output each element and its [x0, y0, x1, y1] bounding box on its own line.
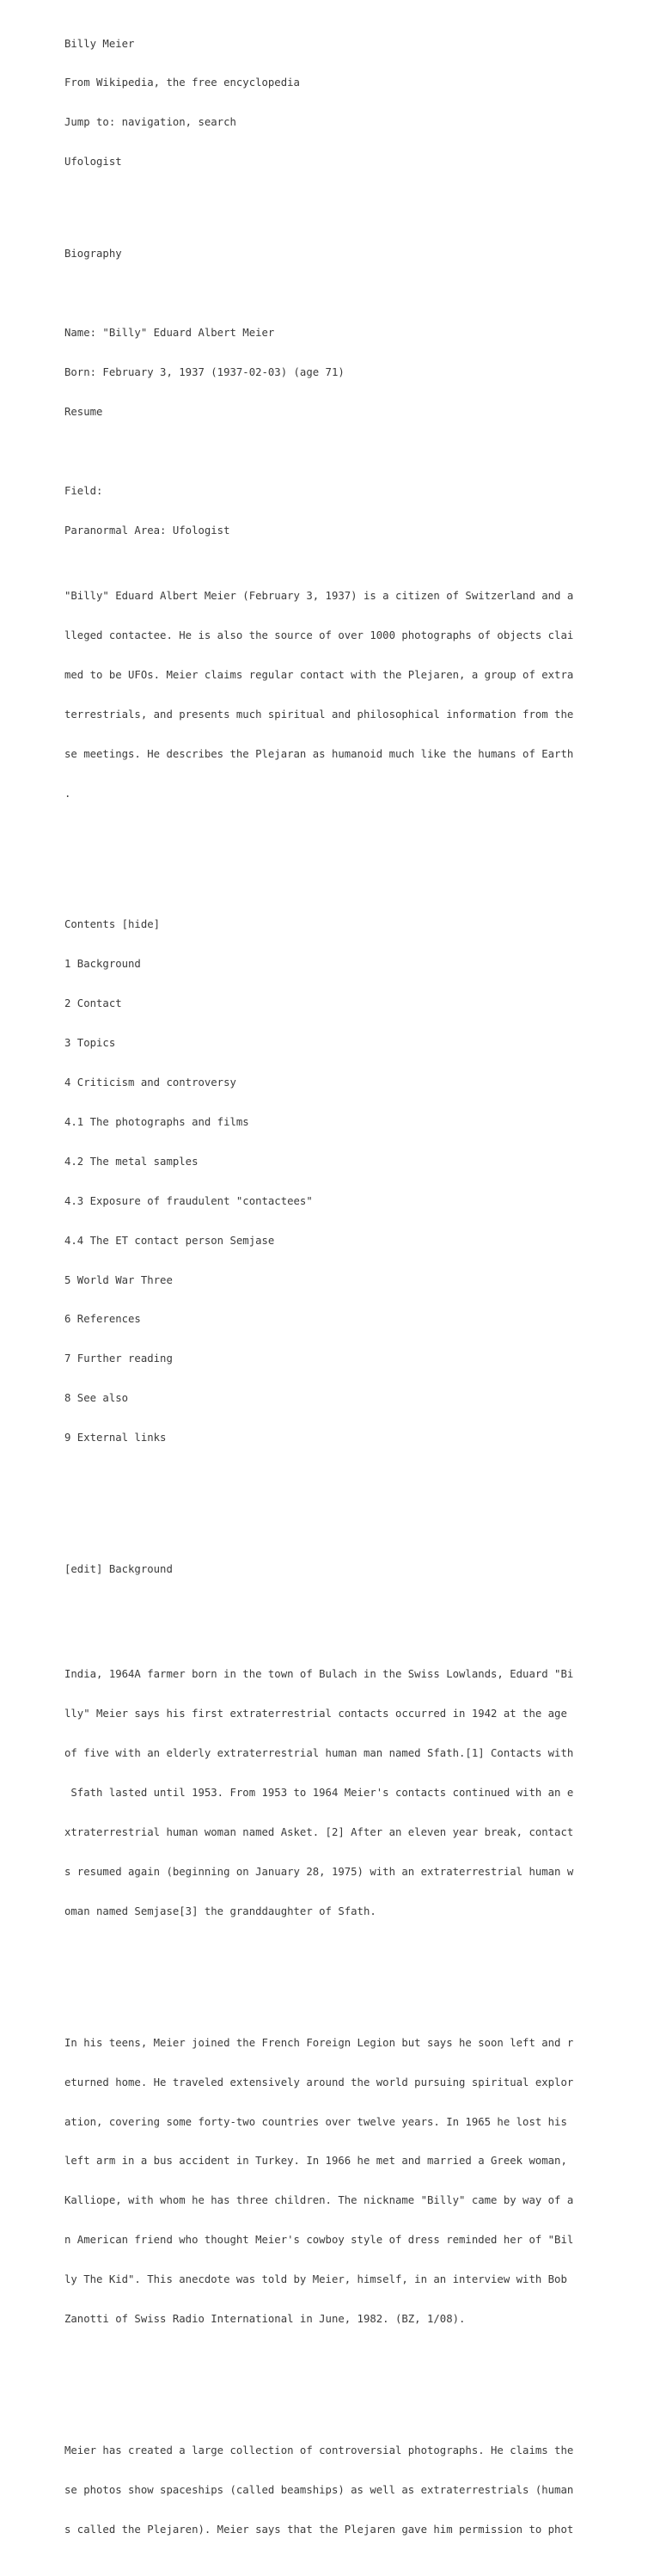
- toc-item[interactable]: 9 External links: [64, 1432, 167, 1444]
- paragraph-line: of five with an elderly extraterrestrial human man named Sfath.[1] Contacts with: [64, 1747, 574, 1760]
- background-paragraph-3: [64, 2418, 580, 2562]
- background-paragraph-2: [64, 2010, 580, 2352]
- document-body: [64, 11, 580, 2576]
- toc-item[interactable]: 4.3 Exposure of fraudulent "contactees": [64, 1194, 313, 1207]
- infobox-field: Field:: [64, 484, 103, 497]
- intro-paragraph: [64, 563, 580, 826]
- paragraph-line: oman named Semjase[3] the granddaughter of Sfath.: [64, 1904, 376, 1917]
- paragraph-line: ly The Kid". This anecdote was told by Meier, himself, in an interview with Bob: [64, 2273, 567, 2286]
- infobox-resume: Resume: [64, 405, 103, 418]
- intro-line: terrestrials, and presents much spiritual and philosophical information from the: [64, 708, 574, 721]
- toc-item[interactable]: 8 See also: [64, 1392, 129, 1405]
- intro-line: "Billy" Eduard Albert Meier (February 3, 1937) is a citizen of Switzerland and a: [64, 590, 574, 603]
- toc-item[interactable]: 4.4 The ET contact person Semjase: [64, 1234, 275, 1247]
- paragraph-line: Zanotti of Swiss Radio International in June, 1982. (BZ, 1/08).: [64, 2312, 466, 2325]
- paragraph-line: n American friend who thought Meier's cowboy style of dress reminded her of "Bil: [64, 2234, 574, 2247]
- intro-line: lleged contactee. He is also the source of over 1000 photographs of objects clai: [64, 629, 574, 641]
- infobox-area: Paranormal Area: Ufologist: [64, 524, 230, 537]
- jump-links[interactable]: Jump to: navigation, search: [64, 116, 236, 129]
- paragraph-line: Kalliope, with whom he has three children. The nickname "Billy" came by way of a: [64, 2194, 574, 2207]
- toc-item[interactable]: 6 References: [64, 1313, 141, 1326]
- toc-item[interactable]: 4 Criticism and controversy: [64, 1076, 236, 1089]
- toc-item[interactable]: 2 Contact: [64, 997, 122, 1010]
- paragraph-line: Meier has created a large collection of controversial photographs. He claims the: [64, 2444, 574, 2456]
- background-heading[interactable]: [edit] Background: [64, 1563, 173, 1576]
- intro-line: med to be UFOs. Meier claims regular contact with the Plejaren, a group of extra: [64, 668, 574, 681]
- occupation-line: Ufologist: [64, 156, 122, 169]
- paragraph-line: s called the Plejaren). Meier says that the Plejaren gave him permission to phot: [64, 2523, 574, 2536]
- paragraph-line: India, 1964A farmer born in the town of Bulach in the Swiss Lowlands, Eduard "Bi: [64, 1668, 574, 1681]
- paragraph-line: left arm in a bus accident in Turkey. In 1966 he met and married a Greek woman,: [64, 2155, 567, 2168]
- infobox-born: Born: February 3, 1937 (1937-02-03) (age 71): [64, 366, 345, 379]
- article-title: Billy Meier: [64, 37, 135, 50]
- toc-item[interactable]: 1 Background: [64, 958, 141, 971]
- toc-item[interactable]: 5 World War Three: [64, 1273, 173, 1286]
- paragraph-line: s resumed again (beginning on January 28, 1975) with an extraterrestrial human w: [64, 1865, 574, 1878]
- background-paragraph-1: [64, 1642, 580, 1945]
- toc-item[interactable]: 4.1 The photographs and films: [64, 1115, 249, 1128]
- infobox-name: Name: "Billy" Eduard Albert Meier: [64, 327, 275, 340]
- biography-heading: Biography: [64, 248, 122, 261]
- paragraph-line: xtraterrestrial human woman named Asket. [2] After an eleven year break, contact: [64, 1825, 574, 1838]
- toc-item[interactable]: 3 Topics: [64, 1037, 116, 1050]
- intro-line: .: [64, 787, 71, 800]
- intro-line: se meetings. He describes the Plejaran as humanoid much like the humans of Earth: [64, 747, 574, 760]
- source-line: From Wikipedia, the free encyclopedia: [64, 77, 300, 89]
- toc-item[interactable]: 7 Further reading: [64, 1352, 173, 1365]
- paragraph-line: eturned home. He traveled extensively around the world pursuing spiritual explor: [64, 2076, 574, 2088]
- paragraph-line: ation, covering some forty-two countries over twelve years. In 1965 he lost his: [64, 2115, 567, 2128]
- paragraph-line: se photos show spaceships (called beamships) as well as extraterrestrials (human: [64, 2483, 574, 2496]
- paragraph-line: Sfath lasted until 1953. From 1953 to 1964 Meier's contacts continued with an e: [64, 1787, 574, 1800]
- paragraph-line: In his teens, Meier joined the French Foreign Legion but says he soon left and r: [64, 2036, 574, 2049]
- paragraph-line: lly" Meier says his first extraterrestrial contacts occurred in 1942 at the age: [64, 1708, 567, 1720]
- table-of-contents: [64, 892, 580, 1471]
- toc-heading[interactable]: Contents [hide]: [64, 918, 161, 931]
- toc-item[interactable]: 4.2 The metal samples: [64, 1155, 199, 1168]
